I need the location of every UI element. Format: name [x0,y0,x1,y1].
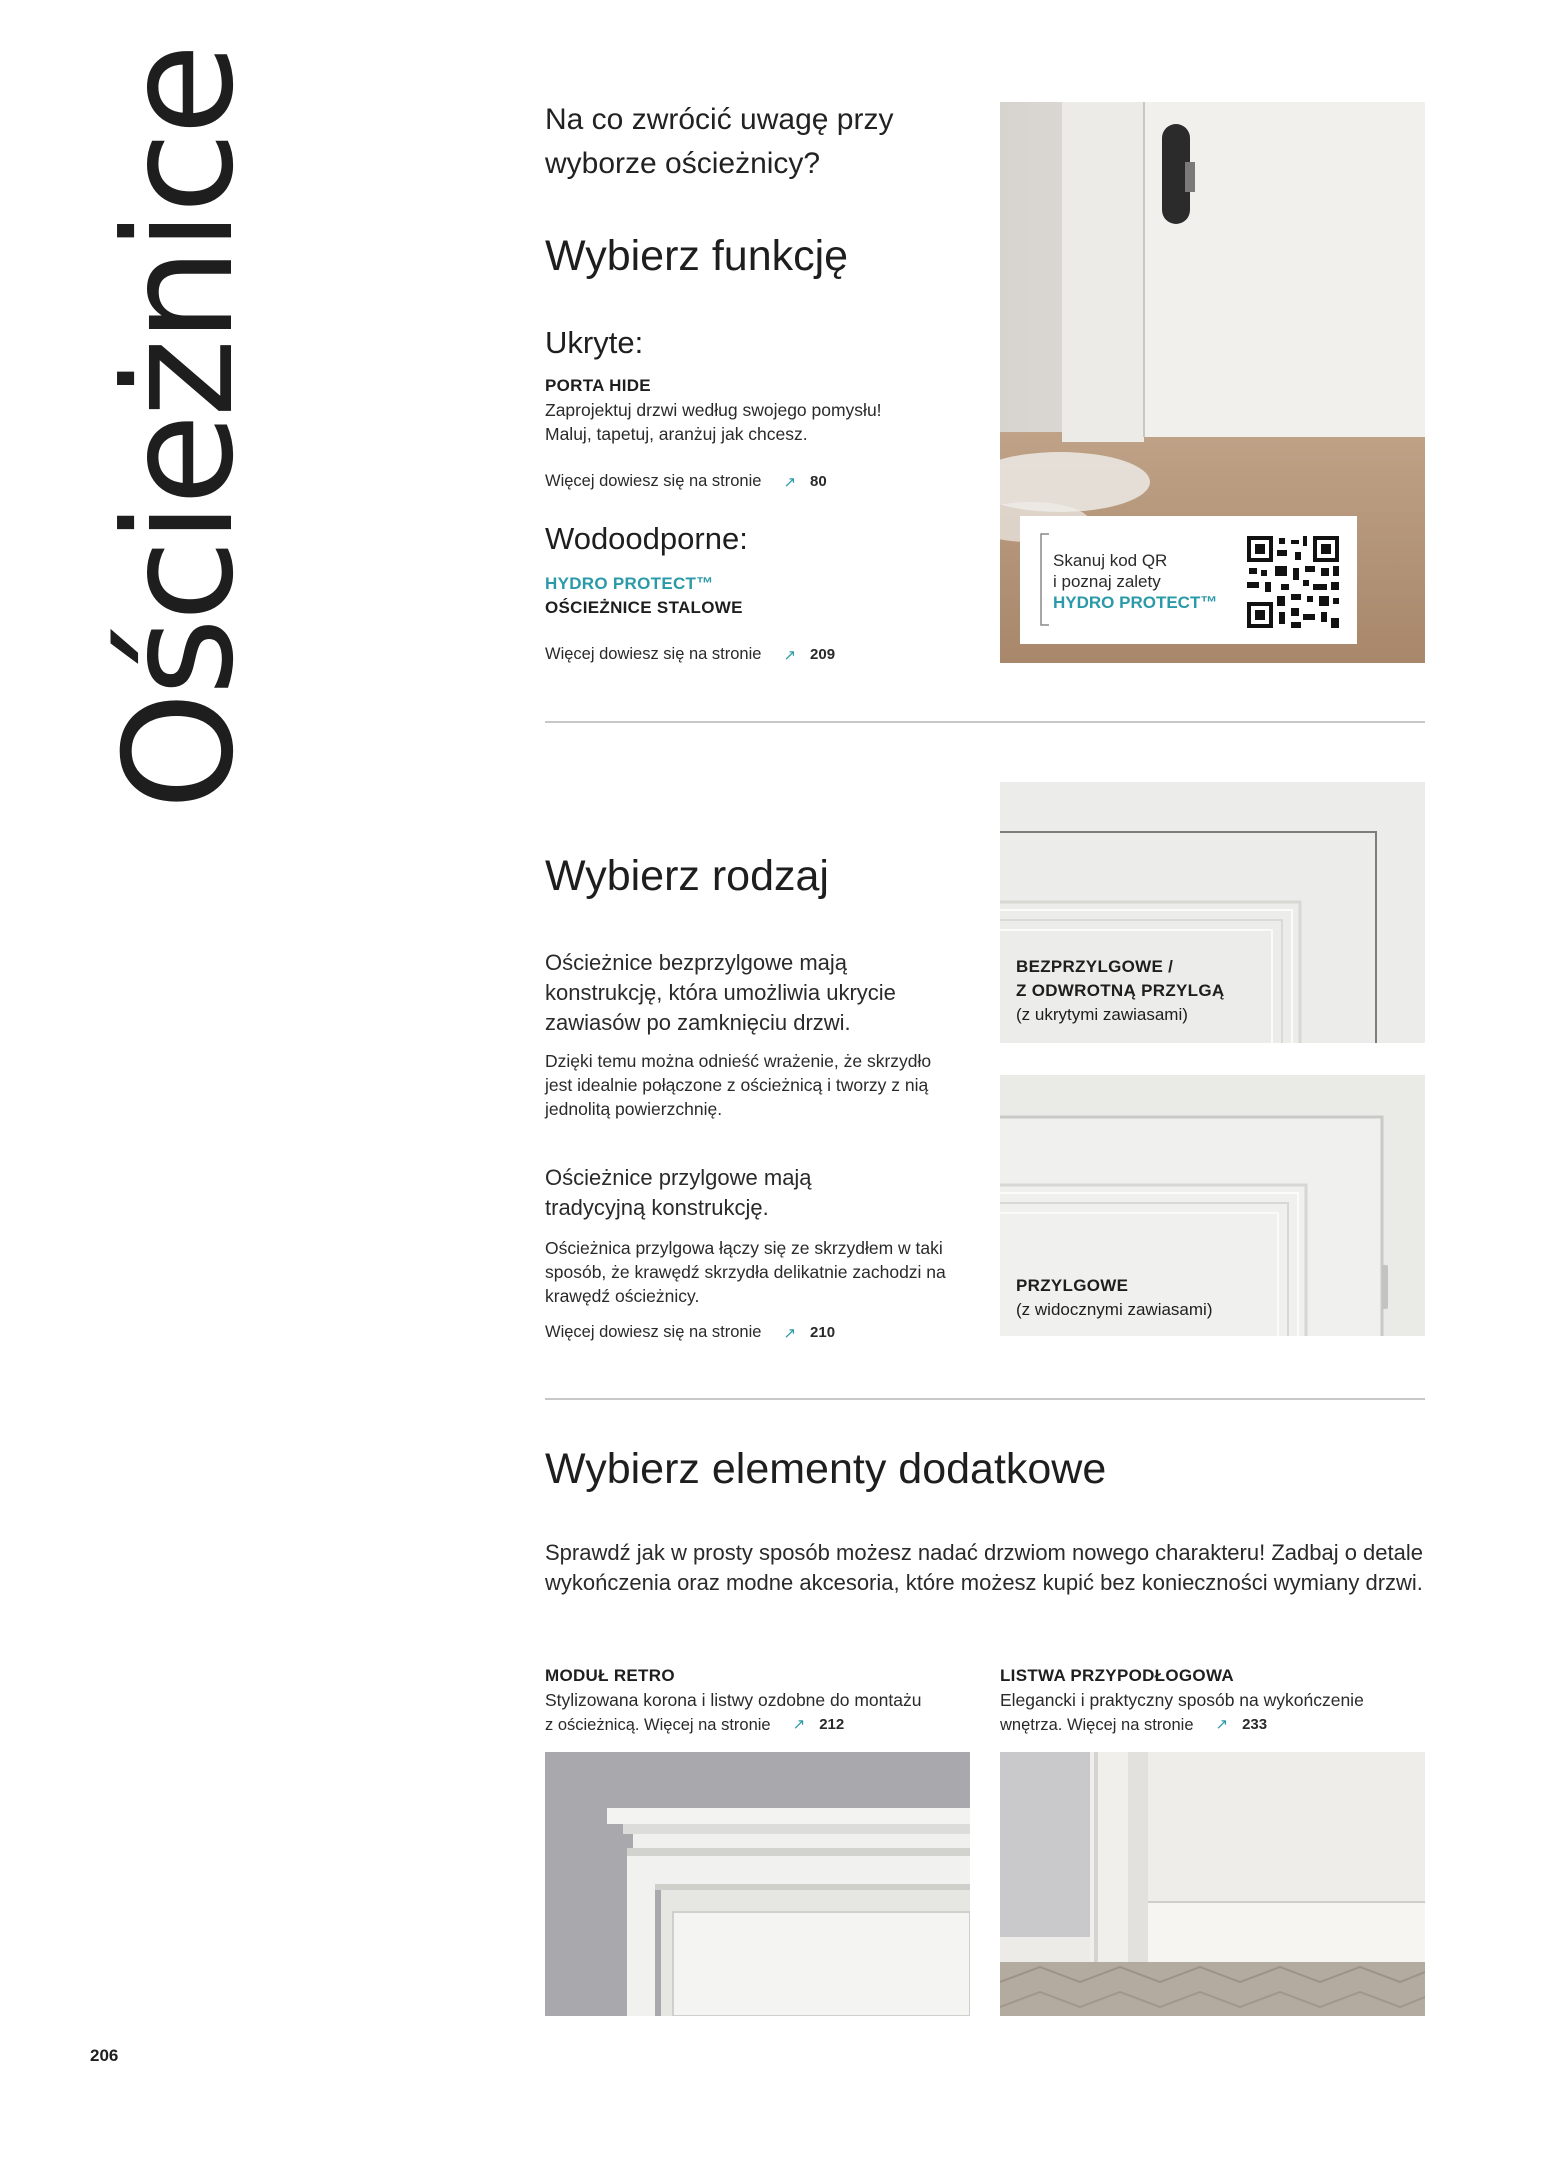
skirting-board-photo [1000,1752,1425,2016]
divider [545,721,1425,723]
page-ref: 233 [1242,1716,1268,1733]
hidden-desc-1: Zaprojektuj drzwi według swojego pomysłu! [545,400,882,420]
rebated-label-2: (z widocznymi zawiasami) [1016,1300,1213,1319]
waterproof-heading: Wodoodporne: [545,521,748,556]
rebated-lead: Ościeżnice przylgowe mają tradycyjną konstrukcję. [545,1165,812,1220]
rebated-label-1: PRZYLGOWE [1016,1276,1129,1295]
extras-lead: Sprawdź jak w prosty sposób możesz nadać drzwiom nowego charakteru! Zadbaj o detale wykończenia oraz modne akcesoria, które możesz kupić bez konieczności wymiany drzwi. [545,1540,1424,1595]
type-heading: Wybierz rodzaj [545,852,829,900]
extras-heading: Wybierz elementy dodatkowe [545,1445,1107,1493]
rebated-label [1016,1274,1212,1322]
retro-module-photo [545,1752,970,2016]
qr-line-3: HYDRO PROTECT™ [1053,593,1218,612]
skirting-title: LISTWA PRZYPODŁOGOWA [1000,1666,1234,1685]
more-label: Więcej dowiesz się na stronie [545,645,762,663]
arrow-up-right-icon: ↗ [783,1324,797,1342]
page-ref: 212 [819,1716,845,1733]
flush-lead: Ościeżnice bezprzylgowe mają konstrukcję, która umożliwia ukrycie zawiasów po zamknięciu drzwi. [545,950,896,1035]
more-label: Więcej dowiesz się na stronie [545,1323,762,1341]
qr-line-2: i poznaj zalety [1053,572,1161,591]
hidden-desc-2: Maluj, tapetuj, aranżuj jak chcesz. [545,424,808,444]
page-ref: 80 [810,473,827,490]
flush-label-1: BEZPRZYLGOWE / [1016,957,1174,976]
intro-heading: Na co zwrócić uwagę przy wyborze ościeżnicy? [545,103,894,180]
skirting-desc-2: wnętrza. Więcej na stronie [1000,1716,1194,1734]
waterproof-more-link[interactable] [545,645,835,664]
hidden-heading: Ukryte: [545,325,644,360]
arrow-up-right-icon: ↗ [792,1716,806,1733]
hidden-more-link[interactable] [545,472,827,491]
more-label: Więcej dowiesz się na stronie [545,472,762,490]
qr-line-1: Skanuj kod QR [1053,551,1168,570]
waterproof-product-1: HYDRO PROTECT™ [545,574,714,593]
retro-desc-2: z ościeżnicą. Więcej na stronie [545,1716,771,1734]
rebated-desc: Ościeżnica przylgowa łączy się ze skrzydłem w taki sposób, że krawędź skrzydła delikatnie zachodzi na krawędź ościeżnicy. [545,1238,946,1306]
section-title: Ościeżnice [93,47,267,810]
flush-label [1016,955,1224,1027]
waterproof-product-2: OŚCIEŻNICE STALOWE [545,598,743,617]
retro-more-link[interactable] [545,1713,844,1737]
arrow-up-right-icon: ↗ [783,473,797,491]
retro-title: MODUŁ RETRO [545,1666,675,1685]
page-ref: 209 [810,646,836,663]
qr-code[interactable] [1247,536,1339,628]
skirting-desc-1: Elegancki i praktyczny sposób na wykończenie [1000,1690,1364,1710]
page-number: 206 [90,2046,119,2065]
retro-desc-1: Stylizowana korona i listwy ozdobne do montażu [545,1690,922,1710]
hidden-product: PORTA HIDE [545,376,651,395]
function-heading: Wybierz funkcję [545,232,849,280]
flush-label-2: Z ODWROTNĄ PRZYLGĄ [1016,981,1225,1000]
arrow-up-right-icon: ↗ [783,646,797,664]
flush-label-3: (z ukrytymi zawiasami) [1016,1005,1188,1024]
type-more-link[interactable] [545,1323,835,1342]
qr-caption [1053,550,1217,613]
divider [545,1398,1425,1400]
arrow-up-right-icon: ↗ [1215,1716,1229,1733]
page-ref: 210 [810,1324,836,1341]
skirting-more-link[interactable] [1000,1713,1267,1737]
flush-desc: Dzięki temu można odnieść wrażenie, że skrzydło jest idealnie połączone z ościeżnicą i tworzy z nią jednolitą powierzchnię. [545,1051,932,1119]
